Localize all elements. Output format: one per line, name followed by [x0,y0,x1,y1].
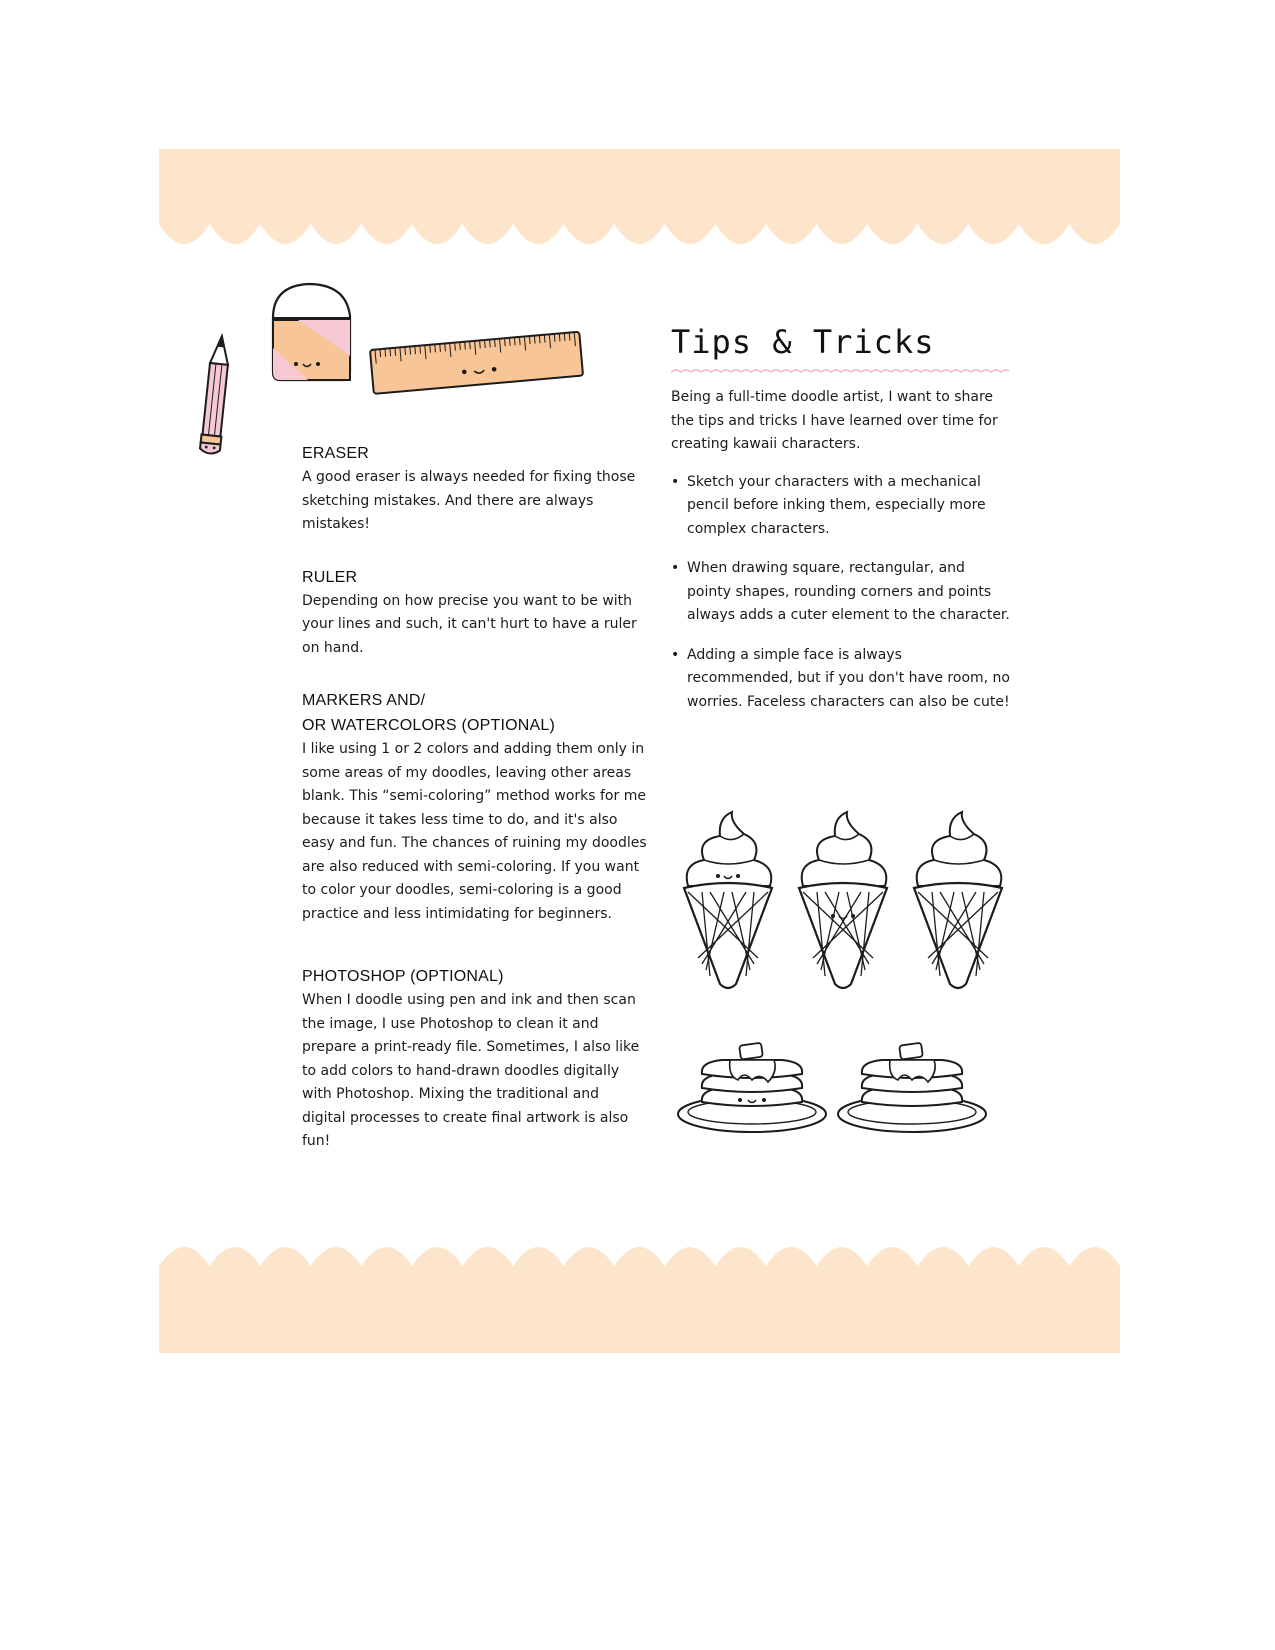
tips-list [671,471,1011,715]
markers-heading-line1: MARKERS AND/ [302,692,426,709]
ruler-tick [420,346,421,354]
tip-item [671,644,1011,715]
ruler-section [302,565,647,661]
ruler-tick [554,334,555,342]
ruler-tick [435,344,436,352]
pancake-illustration [676,1036,1001,1136]
wavy-divider [671,368,1009,376]
ruler-tick [395,348,396,356]
pencil-icon [200,335,232,454]
tip-text: Sketch your characters with a mechanical pencil before inking them, especially more complex characters. [687,473,986,537]
ruler-tick [385,349,386,357]
ruler-tick [564,333,565,341]
photoshop-body: When I doodle using pen and ink and then scan the image, I use Photoshop to clean it and prepare a print-ready file. Sometimes, I also like to add colors to hand-drawn doodles digitally with Photoshop. Mixing the traditional and digital processes to create final artwork is also fun! [302,992,640,1149]
ruler-tick [415,346,416,354]
top-scallop-band [159,149,1120,249]
ruler-tick [529,336,530,344]
ruler-tick [485,340,486,348]
ruler-tick [539,335,540,343]
tip-item [671,471,1011,542]
tip-text: When drawing square, rectangular, and pointy shapes, rounding corners and points always adds a cuter element to the character. [687,560,1010,623]
ruler-tick [495,339,496,347]
pancake-icon [678,1043,826,1132]
bullet-icon: • [671,473,680,490]
bottom-scallop-shape [159,1244,1120,1353]
ruler-tick [569,333,570,341]
tip-text: Adding a simple face is always recommended, but if you don't have room, no worries. Faceless characters can also be cute! [687,646,1010,710]
tip-item [671,557,1011,628]
ruler-tick [544,335,545,343]
bottom-band-fill [159,1247,1120,1353]
bottom-scallop-band [159,1244,1120,1353]
ruler-icon [370,332,583,394]
ice-cream-icon [684,812,772,988]
bullet-icon: • [671,646,680,663]
ice-cream-icon [914,812,1002,988]
top-band-fill [159,149,1120,244]
eraser-body: A good eraser is always needed for fixing those sketching mistakes. And there are always mistakes! [302,469,636,532]
ruler-tick [490,340,491,348]
ruler-tick [480,340,481,348]
photoshop-section [302,964,647,1154]
ruler-tick [504,338,505,346]
left-column [302,441,647,1154]
ruler-tick [445,343,446,351]
ruler-tick [514,337,515,345]
ruler-tick [519,337,520,345]
ruler-heading: RULER [302,568,358,586]
eraser-heading: ERASER [302,445,369,462]
markers-body: I like using 1 or 2 colors and adding them only in some areas of my doodles, leaving other areas blank. This “semi-coloring” method works for me because it takes less time to do, and it's also easy and fun. The chances of ruining my doodles are also reduced with semi-coloring. If you want to color your doodles, semi-coloring is a good practice and less intimidating for beginners. [302,741,647,922]
bullet-icon: • [671,560,680,576]
right-column [671,322,1011,730]
ice-cream-illustration [668,808,1018,993]
markers-section [302,688,647,926]
ruler-body: Depending on how precise you want to be with your lines and such, it can't hurt to have a ruler on hand. [302,592,637,656]
ruler-tick [455,343,456,351]
ruler-tick [509,338,510,346]
photoshop-heading: PHOTOSHOP (OPTIONAL) [302,968,504,985]
tips-title: Tips & Tricks [671,323,935,361]
ruler-tick [380,349,381,357]
ruler-tick [410,347,411,355]
eraser-section [302,441,647,537]
ruler-tick [559,333,560,341]
pancake-icon [838,1043,986,1132]
ruler-tick [430,345,431,353]
eraser-icon [273,284,350,380]
markers-heading-line2: OR WATERCOLORS (OPTIONAL) [302,717,556,734]
tips-intro: Being a full-time doodle artist, I want to share the tips and tricks I have learned over time for creating kawaii characters. [671,389,998,452]
ruler-tick [460,342,461,350]
ruler-tick [440,344,441,352]
top-scallop-shape [159,149,1120,249]
ice-cream-icon [799,812,887,988]
ruler-tick [470,341,471,349]
ruler-tick [405,347,406,355]
ruler-tick [465,342,466,350]
ruler-tick [390,348,391,356]
ruler-tick [534,336,535,344]
